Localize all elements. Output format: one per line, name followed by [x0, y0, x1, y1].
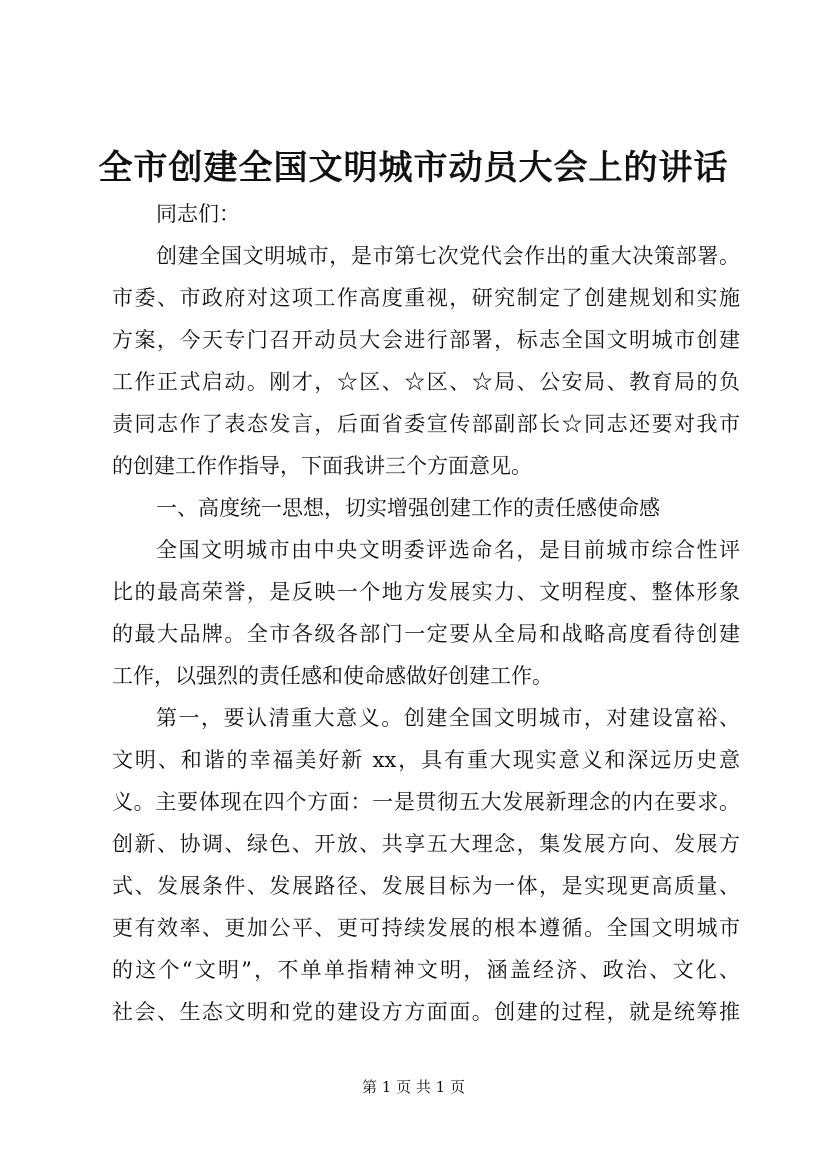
section-heading: 一、高度统一思想，切实增强创建工作的责任感使命感: [156, 496, 660, 520]
paragraph-line: 的创建工作作指导，下面我讲三个方面意见。: [112, 454, 532, 478]
paragraph-line: 方案，今天专门召开动员大会进行部署，标志全国文明城市创建: [112, 328, 740, 352]
paragraph-line: 更有效率、更加公平、更可持续发展的根本遵循。全国文明城市: [112, 916, 740, 940]
paragraph-line: 第一，要认清重大意义。创建全国文明城市，对建设富裕、: [156, 706, 740, 730]
paragraph-line: 的这个“文明”，不单单指精神文明，涵盖经济、政治、文化、: [112, 958, 740, 982]
paragraph-line: 创建全国文明城市，是市第七次党代会作出的重大决策部署。: [156, 244, 740, 268]
paragraph-line: 创新、协调、绿色、开放、共享五大理念，集发展方向、发展方: [112, 832, 740, 856]
paragraph-line: 工作正式启动。刚才，☆区、☆区、☆局、公安局、教育局的负: [112, 370, 740, 394]
document-body: [112, 193, 740, 1033]
paragraph-line: 社会、生态文明和党的建设方方面面。创建的过程，就是统筹推: [112, 1000, 740, 1024]
paragraph-line: 全国文明城市由中央文明委评选命名，是目前城市综合性评: [156, 538, 740, 562]
paragraph-line: 义。主要体现在四个方面：一是贯彻五大发展新理念的内在要求。: [112, 790, 740, 814]
paragraph-line: 市委、市政府对这项工作高度重视，研究制定了创建规划和实施: [112, 286, 740, 310]
paragraph-line: 式、发展条件、发展路径、发展目标为一体，是实现更高质量、: [112, 874, 740, 898]
paragraph-line: 比的最高荣誉，是反映一个地方发展实力、文明程度、整体形象: [112, 580, 740, 604]
paragraph-line: 责同志作了表态发言，后面省委宣传部副部长☆同志还要对我市: [112, 412, 740, 436]
page-footer: 第 1 页 共 1 页: [362, 1078, 465, 1096]
salutation-line: 同志们：: [156, 202, 240, 226]
paragraph-line: 工作，以强烈的责任感和使命感做好创建工作。: [112, 664, 553, 688]
document-title: 全市创建全国文明城市动员大会上的讲话: [98, 148, 729, 188]
paragraph-line: 的最大品牌。全市各级各部门一定要从全局和战略高度看待创建: [112, 622, 740, 646]
paragraph-line: 文明、和谐的幸福美好新 xx，具有重大现实意义和深远历史意: [112, 748, 740, 772]
